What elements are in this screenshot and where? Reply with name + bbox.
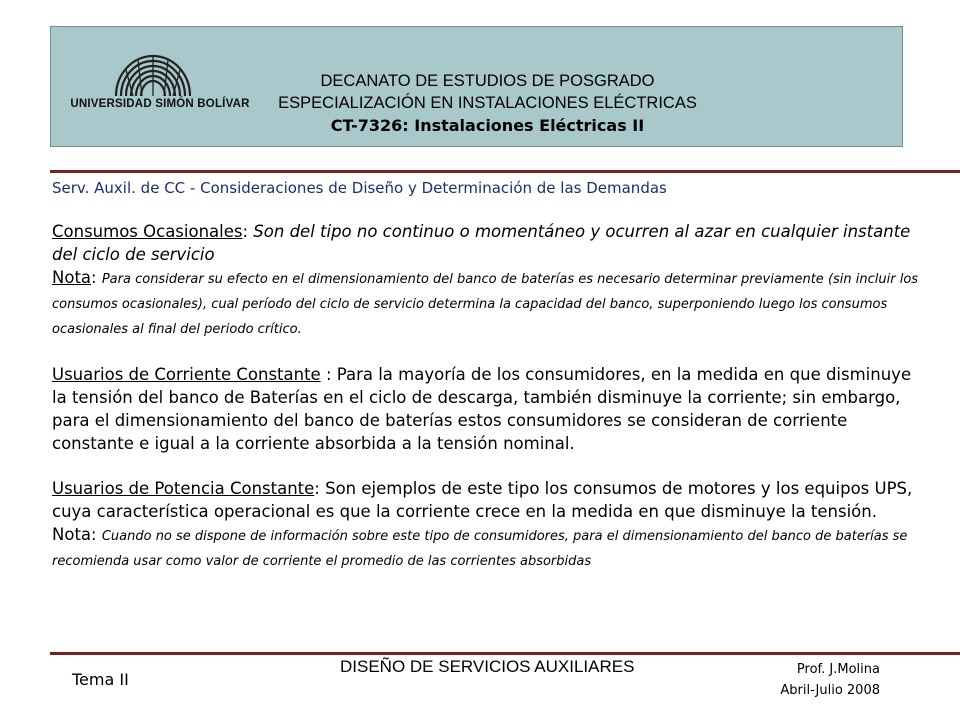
top-divider [50,170,960,173]
note-text: Para considerar su efecto en el dimensionamiento del banco de baterías es necesario determinar previamente (sin incluir los consumos ocasionales), cual período del ciclo de servicio determina la capacidad del banco, superponiendo luego los consumos ocasionales al final del periodo crítico. [52,272,919,337]
university-logo [62,46,258,116]
note-label: Nota [52,268,92,287]
course-title: CT-7326: Instalaciones Eléctricas II [330,116,645,135]
header-line-1: DECANATO DE ESTUDIOS DE POSGRADO [320,72,655,90]
author-info [780,659,880,701]
term-constant-current: Usuarios de Corriente Constante [52,365,321,384]
slide-subtitle: Serv. Auxil. de CC - Consideraciones de Diseño y Determinación de las Demandas [52,179,667,197]
term-constant-power: Usuarios de Potencia Constante [52,479,315,498]
constant-current-paragraph [52,363,922,455]
occasional-consumption-paragraph: Consumos Ocasionales: Son del tipo no continuo o momentáneo y ocurren al azar en cualquier instante del ciclo de servicio [52,222,911,264]
slide-content [52,178,922,573]
occasional-note: Nota: Para considerar su efecto en el dimensionamiento del banco de baterías es necesario determinar previamente (sin incluir los consumos ocasionales), cual período del ciclo de servicio determina la capacidad del banco, superponiendo luego los consumos ocasionales al final del periodo crítico. [52,268,919,337]
term-dates: Abril-Julio 2008 [780,683,880,698]
constant-current-text: : Para la mayoría de los consumidores, en la medida en que disminuye la tensión del banco de Baterías en el ciclo de descarga, también disminuye la corriente; sin embargo, para el dimensionamiento del banco de baterías estos consumidores se consideran de corriente constante e igual a la corriente absorbida a la tensión nominal. [52,365,912,453]
logo-text: UNIVERSIDAD SIMÓN BOLÍVAR [70,98,250,110]
course-section-title: DISEÑO DE SERVICIOS AUXILIARES [340,657,635,676]
bottom-divider [50,652,960,655]
constant-power-paragraph [52,477,922,573]
occasional-definition: Son del tipo no continuo o momentáneo y ocurren al azar en cualquier instante del ciclo de servicio [52,222,911,264]
topic-label: Tema II [72,670,129,689]
usb-logo-icon [108,48,198,98]
constant-power-note: Cuando no se dispone de información sobre este tipo de consumidores, para el dimensionamiento del banco de baterías se recomienda usar como valor de corriente el promedio de las corrientes absorbidas [52,529,908,569]
constant-power-text: : Son ejemplos de este tipo los consumos de motores y los equipos UPS, cuya característica operacional es que la corriente crece en la medida en que disminuye la tensión. Nota: [52,479,913,544]
header-line-2: ESPECIALIZACIÓN EN INSTALACIONES ELÉCTRICAS [278,94,697,112]
professor-name: Prof. J.Molina [796,662,880,677]
term-occasional: Consumos Ocasionales [52,222,243,241]
